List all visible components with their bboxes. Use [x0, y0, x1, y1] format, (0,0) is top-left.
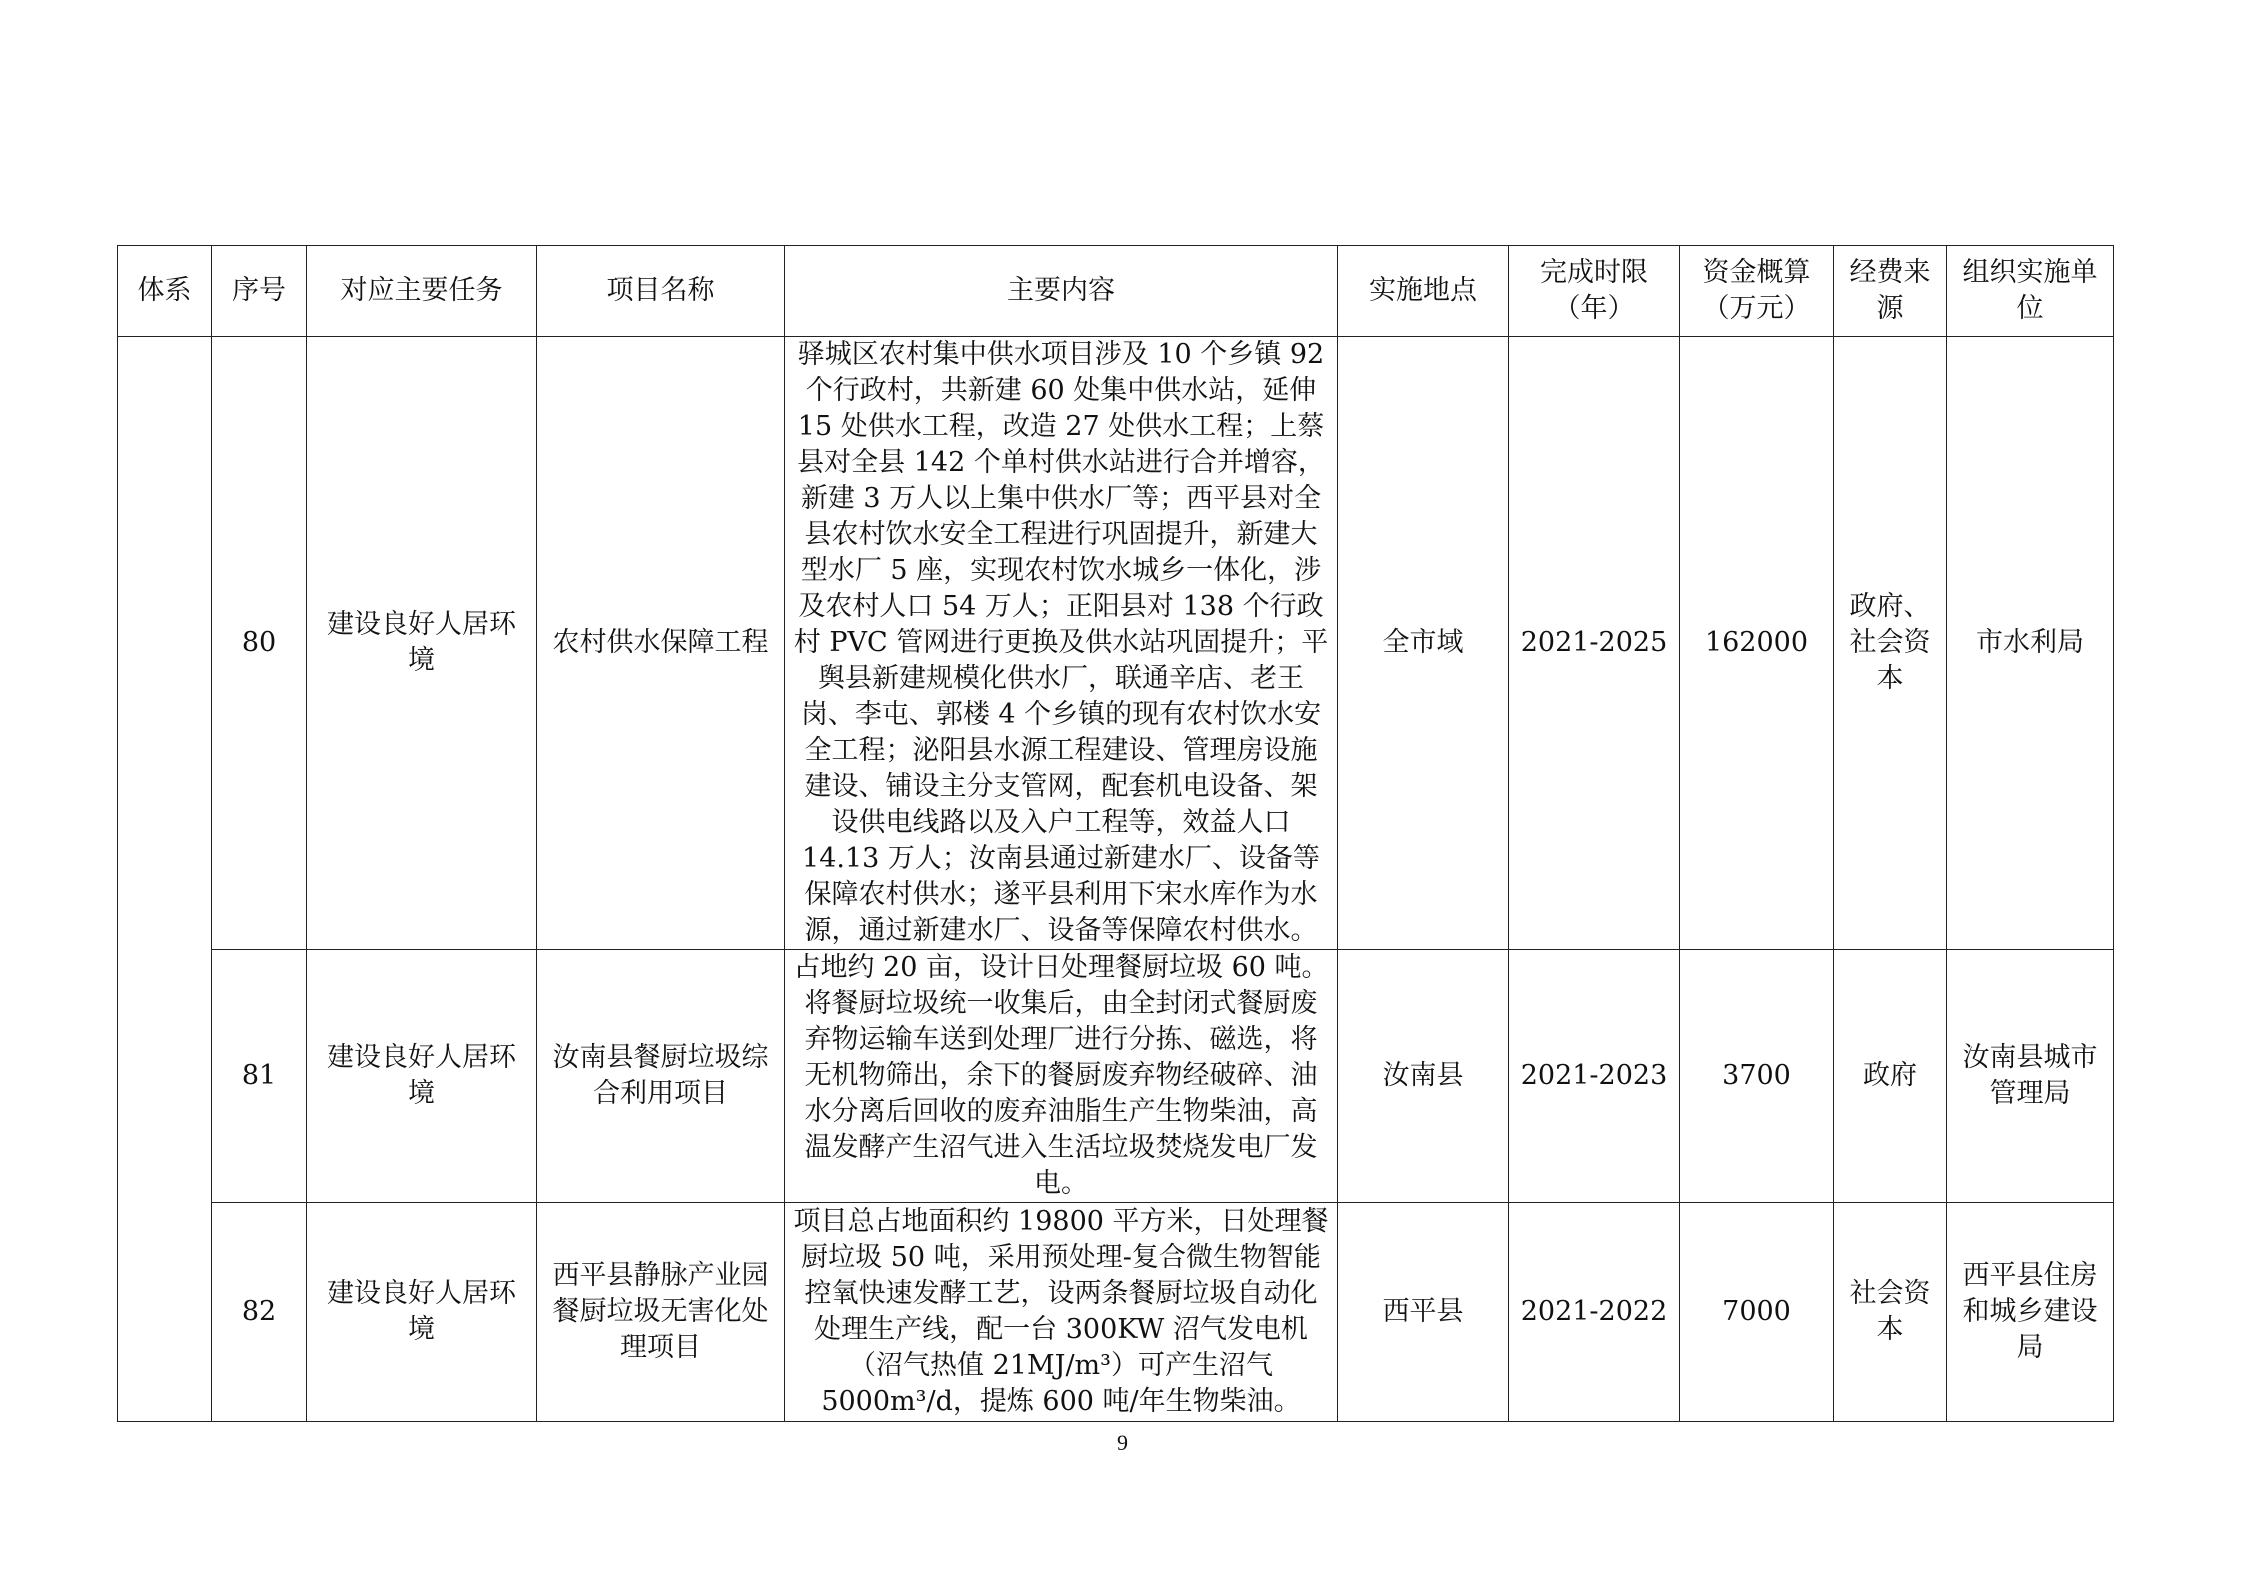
page-number: 9: [1117, 1430, 1128, 1455]
project-name-cell: 西平县静脉产业园餐厨垃圾无害化处理项目: [537, 1203, 785, 1422]
location-cell: 西平县: [1338, 1203, 1509, 1422]
project-name-cell: 汝南县餐厨垃圾综合利用项目: [537, 950, 785, 1203]
source-cell: 政府、社会资本: [1834, 337, 1947, 950]
location-cell: 汝南县: [1338, 950, 1509, 1203]
system-cell: [118, 337, 212, 1422]
period-cell: 2021-2023: [1509, 950, 1680, 1203]
project-table: [117, 245, 2114, 1422]
content-cell: 项目总占地面积约 19800 平方米，日处理餐厨垃圾 50 吨，采用预处理-复合微生物智能控氧快速发酵工艺，设两条餐厨垃圾自动化处理生产线，配一台 300KW 沼气发电机（沼气热值 21MJ/m³）可产生沼气 5000m³/d，提炼 600 吨/年生物柴油。: [785, 1203, 1338, 1422]
content-cell: 驿城区农村集中供水项目涉及 10 个乡镇 92 个行政村，共新建 60 处集中供水站，延伸 15 处供水工程，改造 27 处供水工程；上蔡县对全县 142 个单村供水站进行合并增容，新建 3 万人以上集中供水厂等；西平县对全县农村饮水安全工程进行巩固提升，新建大型水厂 5 座，实现农村饮水城乡一体化，涉及农村人口 54 万人；正阳县对 138 个行政村 PVC 管网进行更换及供水站巩固提升；平舆县新建规模化供水厂，联通辛店、老王岗、李屯、郭楼 4 个乡镇的现有农村饮水安全工程；泌阳县水源工程建设、管理房设施建设、铺设主分支管网，配套机电设备、架设供电线路以及入户工程等，效益人口 14.13 万人；汝南县通过新建水厂、设备等保障农村供水；遂平县利用下宋水库作为水源，通过新建水厂、设备等保障农村供水。: [785, 337, 1338, 950]
header-unit: 组织实施单位: [1947, 246, 2114, 337]
table-header-row: [118, 246, 2114, 337]
header-content: 主要内容: [785, 246, 1338, 337]
unit-cell: 汝南县城市管理局: [1947, 950, 2114, 1203]
header-project-name: 项目名称: [537, 246, 785, 337]
funds-cell: 7000: [1680, 1203, 1834, 1422]
source-cell: 政府: [1834, 950, 1947, 1203]
task-cell: 建设良好人居环境: [307, 950, 537, 1203]
task-cell: 建设良好人居环境: [307, 337, 537, 950]
period-cell: 2021-2025: [1509, 337, 1680, 950]
header-system: 体系: [118, 246, 212, 337]
source-cell: 社会资本: [1834, 1203, 1947, 1422]
header-period: 完成时限（年）: [1509, 246, 1680, 337]
content-cell: 占地约 20 亩，设计日处理餐厨垃圾 60 吨。将餐厨垃圾统一收集后，由全封闭式餐厨废弃物运输车送到处理厂进行分拣、磁选，将无机物筛出，余下的餐厨废弃物经破碎、油水分离后回收的废弃油脂生产生物柴油，高温发酵产生沼气进入生活垃圾焚烧发电厂发电。: [785, 950, 1338, 1203]
unit-cell: 西平县住房和城乡建设局: [1947, 1203, 2114, 1422]
table-row: [118, 337, 2114, 950]
index-cell: 82: [212, 1203, 307, 1422]
index-cell: 81: [212, 950, 307, 1203]
project-name-cell: 农村供水保障工程: [537, 337, 785, 950]
unit-cell: 市水利局: [1947, 337, 2114, 950]
table-row: [118, 950, 2114, 1203]
header-task: 对应主要任务: [307, 246, 537, 337]
location-cell: 全市域: [1338, 337, 1509, 950]
header-index: 序号: [212, 246, 307, 337]
table-row: [118, 1203, 2114, 1422]
funds-cell: 162000: [1680, 337, 1834, 950]
index-cell: 80: [212, 337, 307, 950]
task-cell: 建设良好人居环境: [307, 1203, 537, 1422]
header-funds: 资金概算（万元）: [1680, 246, 1834, 337]
header-location: 实施地点: [1338, 246, 1509, 337]
funds-cell: 3700: [1680, 950, 1834, 1203]
period-cell: 2021-2022: [1509, 1203, 1680, 1422]
header-source: 经费来源: [1834, 246, 1947, 337]
